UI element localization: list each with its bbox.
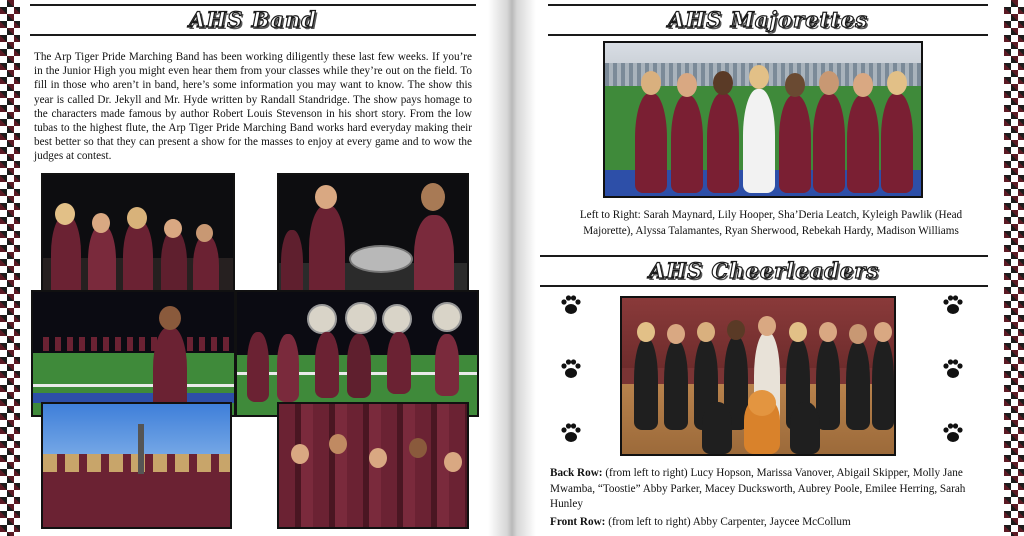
cheerleaders-title: AHS Cheerleaders [648, 258, 880, 283]
band-photo-field-solo [31, 290, 236, 417]
front-row-label: Front Row: [550, 516, 606, 528]
majorettes-rule-bottom [548, 34, 988, 36]
cheerleaders-rule-top [540, 255, 988, 257]
title-rule-bottom [30, 34, 476, 36]
title-rule-top [30, 4, 476, 6]
paw-print-icon [558, 356, 584, 382]
cheerleaders-rule-bottom [540, 285, 988, 287]
band-photo-flutes [41, 173, 235, 300]
cheerleaders-photo [620, 296, 896, 456]
band-photo-crowd [277, 402, 469, 529]
majorettes-title: AHS Majorettes [667, 7, 869, 32]
majorettes-caption: Left to Right: Sarah Maynard, Lily Hooper, Sha’Deria Leatch, Kyleigh Pawlik (Head Majorette), Alyssa Talamantes, Ryan Sherwood, Rebekah Hardy, Madison Williams [579, 209, 963, 237]
paw-print-icon [940, 292, 966, 318]
paw-print-icon [558, 292, 584, 318]
paw-print-icon [940, 420, 966, 446]
majorettes-photo [603, 41, 923, 198]
band-intro-text: The Arp Tiger Pride Marching Band has been working diligently these last few weeks. If you’re in the Junior High you might even hear them from your classes while they’re out on the field. To fill in those who aren’t in band, here’s some information you may want to know. The show this year is called Dr. Jekyll and Mr. Hyde written by Randall Standridge. The show pays homage to the characters made famous by author Robert Louis Stevenson in his short story. From the low tubas to the highest flute, the Arp Tiger Pride Marching Band works hard everyday making their best better so that they can present a show for the masses to enjoy at every game and to wow the judges at contest. [34, 51, 472, 163]
front-row-names: (from left to right) Abby Carpenter, Jaycee McCollum [608, 516, 851, 528]
paw-print-icon [558, 420, 584, 446]
right-border-pattern [1004, 0, 1024, 536]
cheer-front-row-caption [550, 515, 984, 531]
band-title: AHS Band [189, 7, 317, 32]
majorettes-rule-top [548, 4, 988, 6]
back-row-label: Back Row: [550, 467, 603, 479]
cheer-back-row-caption [550, 466, 984, 513]
page-spine [488, 0, 536, 536]
left-border-pattern [0, 0, 20, 536]
band-photo-sousaphones [235, 290, 479, 417]
paw-print-icon [940, 356, 966, 382]
band-photo-drums [277, 173, 469, 300]
back-row-names: (from left to right) Lucy Hopson, Marissa Vanover, Abigail Skipper, Molly Jane Mwamba, “Toostie” Abby Parker, Macey Ducksworth, Aubrey Poole, Emilee Herring, Sarah Hunley [550, 467, 966, 510]
band-photo-brass-stands [41, 402, 232, 529]
